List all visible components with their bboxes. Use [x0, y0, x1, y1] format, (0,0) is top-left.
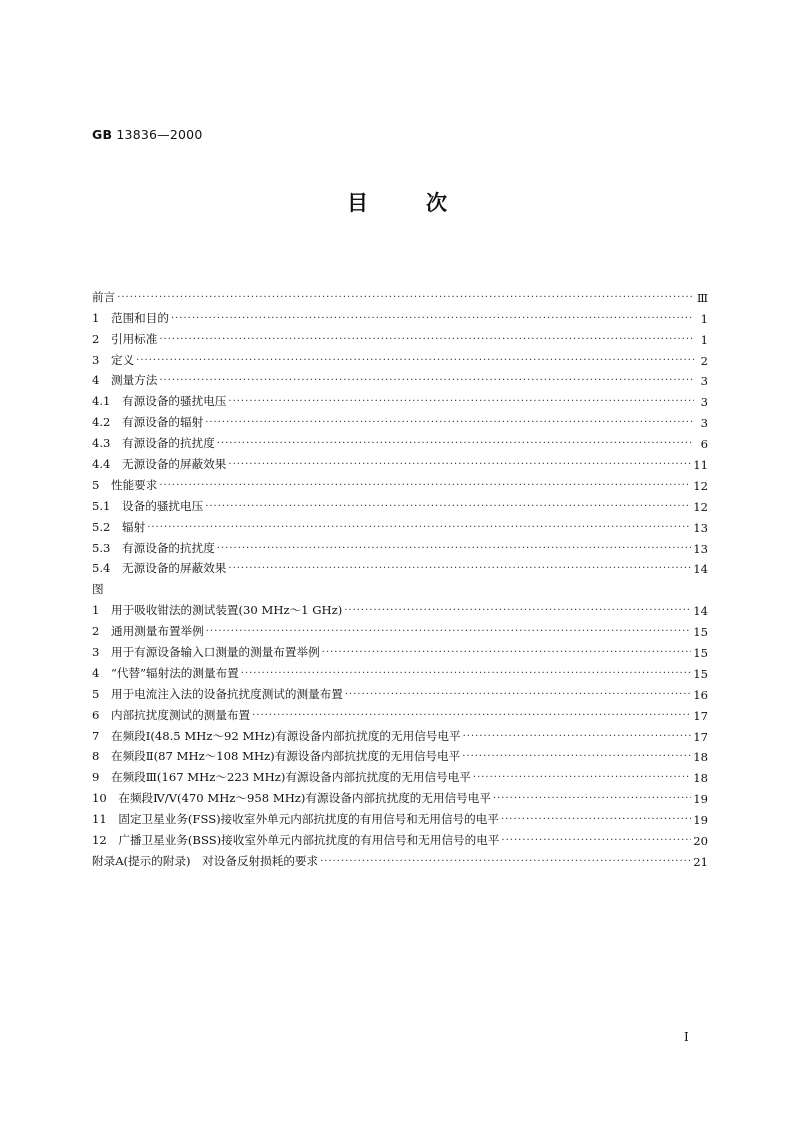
toc-entry[interactable]	[92, 409, 708, 430]
toc-entry-page: 3	[700, 374, 708, 389]
toc-entry-text: 6 内部抗扰度测试的测量布置	[92, 707, 251, 722]
toc-entry-page: 21	[693, 854, 708, 869]
toc-entry-page: 14	[693, 604, 708, 619]
toc-entry[interactable]	[92, 514, 708, 535]
toc-entry-text: 5.1 设备的骚扰电压	[92, 498, 204, 513]
toc-entry[interactable]	[92, 576, 708, 597]
toc-entry[interactable]	[92, 472, 708, 493]
toc-leader-dots	[473, 771, 691, 785]
toc-entry-text: 2 通用测量布置举例	[92, 624, 204, 639]
toc-entry-text: 9 在频段Ⅲ(167 MHz～223 MHz)有源设备内部抗扰度的无用信号电平	[92, 770, 471, 785]
toc-entry-text: 图	[92, 582, 104, 597]
toc-entry[interactable]	[92, 326, 708, 347]
toc-entry-page: 18	[693, 771, 708, 786]
toc-entry-text: 4 “代替”辐射法的测量布置	[92, 665, 239, 680]
toc-leader-dots	[501, 813, 691, 827]
toc-entry-text: 11 固定卫星业务(FSS)接收室外单元内部抗扰度的有用信号和无用信号的电平	[92, 812, 499, 827]
toc-entry[interactable]	[92, 493, 708, 514]
toc-leader-dots	[501, 834, 691, 848]
toc-entry-text: 5.3 有源设备的抗扰度	[92, 540, 215, 555]
toc-entry-text: 5 用于电流注入法的设备抗扰度测试的测量布置	[92, 686, 343, 701]
toc-entry[interactable]	[92, 284, 708, 305]
toc-entry-text: 前言	[92, 289, 116, 304]
toc-entry[interactable]	[92, 639, 708, 660]
toc-entry[interactable]	[92, 744, 708, 765]
toc-entry[interactable]	[92, 556, 708, 577]
toc-entry-page: 15	[693, 646, 708, 661]
toc-entry[interactable]	[92, 347, 708, 368]
standard-prefix: GB	[92, 127, 113, 142]
toc-entry[interactable]	[92, 827, 708, 848]
toc-entry[interactable]	[92, 430, 708, 451]
toc-entry-text: 4.3 有源设备的抗扰度	[92, 436, 215, 451]
toc-leader-dots	[344, 604, 691, 618]
toc-entry-page: 15	[693, 625, 708, 640]
toc-entry[interactable]	[92, 702, 708, 723]
toc-entry-text: 5.2 辐射	[92, 519, 146, 534]
toc-entry-page: 15	[693, 666, 708, 681]
toc-leader-dots	[171, 312, 694, 326]
toc-entry-text: 5 性能要求	[92, 477, 158, 492]
toc-leader-dots	[205, 416, 694, 430]
toc-leader-dots	[228, 395, 694, 409]
toc-entry-text: 1 用于吸收钳法的测试装置(30 MHz～1 GHz)	[92, 603, 343, 618]
toc-entry-page: 13	[693, 541, 708, 556]
toc-leader-dots	[206, 625, 692, 639]
toc-entry-page: 17	[693, 708, 708, 723]
toc-entry-text: 4.2 有源设备的辐射	[92, 415, 204, 430]
toc-leader-dots	[228, 458, 691, 472]
toc-leader-dots	[228, 562, 691, 576]
toc-entry-text: 1 范围和目的	[92, 310, 169, 325]
page-title: 目次	[347, 190, 505, 215]
toc-entry[interactable]	[92, 848, 708, 869]
toc-entry-text: 12 广播卫星业务(BSS)接收室外单元内部抗扰度的有用信号和无用信号的电平	[92, 833, 500, 848]
toc-leader-dots	[463, 730, 692, 744]
toc-leader-dots	[252, 709, 691, 723]
toc-leader-dots	[320, 855, 691, 869]
toc-leader-dots	[159, 479, 691, 493]
toc-entry[interactable]	[92, 388, 708, 409]
toc-entry-page: 6	[700, 437, 708, 452]
toc-leader-dots	[217, 437, 694, 451]
toc-entry[interactable]	[92, 535, 708, 556]
toc-entry-page: 1	[700, 332, 708, 347]
toc-entry[interactable]	[92, 597, 708, 618]
toc-entry-page: 16	[693, 687, 708, 702]
toc-entry-text: 4 测量方法	[92, 373, 158, 388]
toc-leader-dots	[159, 333, 694, 347]
toc-entry[interactable]	[92, 451, 708, 472]
toc-entry-text: 4.1 有源设备的骚扰电压	[92, 394, 227, 409]
toc-entry-page: 13	[693, 520, 708, 535]
toc-entry-page: 19	[693, 792, 708, 807]
toc-entry-page: 12	[693, 478, 708, 493]
toc-leader-dots	[322, 646, 692, 660]
toc-entry-page: 3	[700, 395, 708, 410]
toc-leader-dots	[241, 667, 691, 681]
toc-leader-dots	[159, 374, 694, 388]
toc-entry[interactable]	[92, 305, 708, 326]
standard-number: 13836—2000	[116, 127, 203, 142]
toc-entry-page: 1	[700, 311, 708, 326]
toc-entry-page: 20	[693, 834, 708, 849]
toc-entry-text: 附录A(提示的附录) 对设备反射损耗的要求	[92, 853, 319, 868]
toc-leader-dots	[205, 500, 691, 514]
toc-entry-text: 2 引用标准	[92, 331, 158, 346]
toc-entry[interactable]	[92, 368, 708, 389]
toc-leader-dots	[462, 750, 691, 764]
toc-entry-page: 11	[693, 458, 708, 473]
toc-entry-text: 3 定义	[92, 352, 135, 367]
toc-leader-dots	[136, 354, 694, 368]
toc-leader-dots	[493, 792, 691, 806]
toc-entry-text: 7 在频段Ⅰ(48.5 MHz～92 MHz)有源设备内部抗扰度的无用信号电平	[92, 728, 461, 743]
toc-entry-text: 8 在频段Ⅱ(87 MHz～108 MHz)有源设备内部抗扰度的无用信号电平	[92, 749, 461, 764]
toc-entry[interactable]	[92, 681, 708, 702]
toc-leader-dots	[217, 542, 691, 556]
toc-leader-dots	[117, 291, 694, 305]
toc-leader-dots	[345, 688, 691, 702]
toc-entry[interactable]	[92, 806, 708, 827]
toc-entry-text: 5.4 无源设备的屏蔽效果	[92, 561, 227, 576]
standard-code	[92, 127, 202, 142]
toc-entry[interactable]	[92, 764, 708, 785]
toc-entry-page: 12	[693, 499, 708, 514]
toc-entry-page: 14	[693, 562, 708, 577]
toc-entry[interactable]	[92, 618, 708, 639]
toc-entry-text: 10 在频段Ⅳ/Ⅴ(470 MHz～958 MHz)有源设备内部抗扰度的无用信号电平	[92, 791, 491, 806]
toc-entry-page: 3	[700, 416, 708, 431]
table-of-contents	[92, 284, 708, 869]
toc-entry-page: 2	[700, 353, 708, 368]
toc-entry[interactable]	[92, 785, 708, 806]
toc-entry-text: 3 用于有源设备输入口测量的测量布置举例	[92, 645, 320, 660]
footer-page-number: Ⅰ	[684, 1030, 689, 1044]
toc-leader-dots	[147, 521, 691, 535]
toc-entry-page: Ⅲ	[696, 290, 708, 305]
toc-entry[interactable]	[92, 660, 708, 681]
toc-entry[interactable]	[92, 723, 708, 744]
toc-entry-text: 4.4 无源设备的屏蔽效果	[92, 457, 227, 472]
toc-entry-page: 19	[693, 813, 708, 828]
toc-entry-page: 18	[693, 750, 708, 765]
toc-entry-page: 17	[693, 729, 708, 744]
